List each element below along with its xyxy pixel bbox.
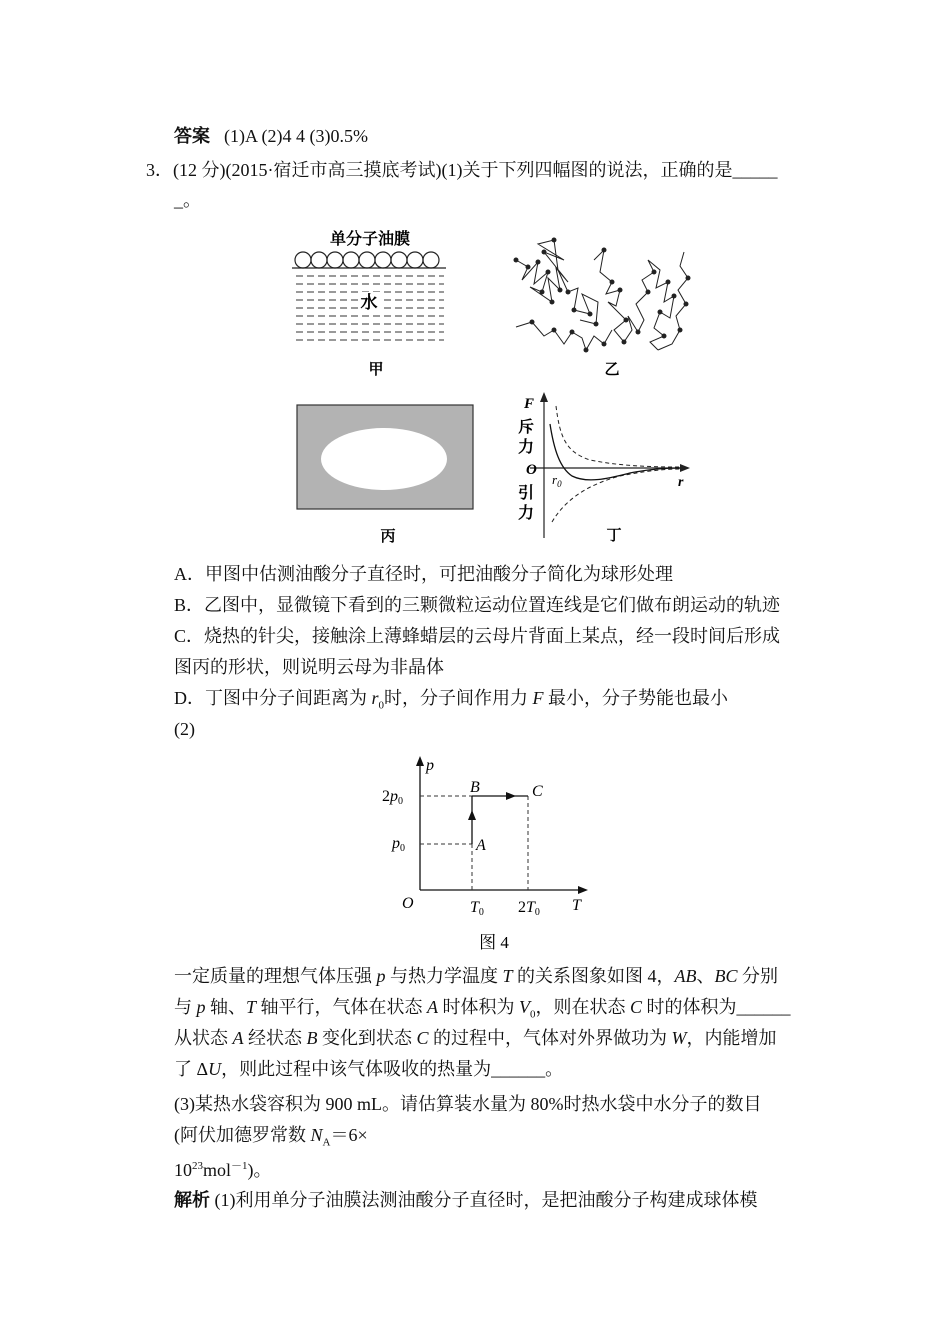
point-C-label: C — [532, 783, 543, 800]
part-2-label: (2) — [174, 719, 195, 739]
answer-label: 答案 — [174, 126, 210, 146]
ding-F-label: F — [524, 396, 535, 412]
oil-molecules — [295, 252, 439, 268]
option-d: D．丁图中分子间距离为 $r_0$时，分子间作用力 F 最小，分子势能也最小 — [174, 688, 729, 712]
part2-line2: 与 p 轴、T 轴平行，气体在状态 A 时体积为 $V_0$，则在状态 C 时的体积为______ — [174, 997, 791, 1021]
caption-yi: 乙 — [604, 362, 620, 378]
caption-ding: 丁 — [606, 528, 622, 544]
question-number: 3． — [146, 160, 173, 180]
part2-line3: 从状态 A 经状态 B 变化到状态 C 的过程中，气体对外界做功为 W，内能增加 — [174, 1028, 777, 1048]
attraction-char-2: 力 — [518, 505, 535, 522]
net-force-curve — [550, 424, 680, 480]
figure-jia — [286, 222, 456, 382]
ding-origin: O — [526, 462, 537, 478]
brownian-paths — [516, 240, 688, 350]
question-3-line2: _。 — [174, 190, 201, 210]
point-B-label: B — [470, 779, 480, 796]
question-3-line1 — [146, 158, 777, 182]
figure-yi — [508, 232, 698, 382]
caption-bing: 丙 — [380, 529, 396, 545]
fig4-2p0-label: 2p0 — [382, 788, 403, 807]
fig4-caption: 图 4 — [479, 933, 509, 952]
fig4-T0-label: T0 — [470, 899, 484, 918]
point-A-label: A — [476, 837, 486, 854]
brownian-points — [514, 238, 691, 353]
fig4-p-label: p — [426, 757, 434, 774]
figure-ding — [510, 388, 700, 548]
analysis-label: 解析 — [174, 1190, 210, 1210]
part3-line3: $10^{23}mol^{-1}$)。 — [174, 1160, 272, 1180]
fig4-origin: O — [402, 895, 414, 912]
fig4-2T0-label: 2T0 — [518, 899, 540, 918]
answer-line — [174, 124, 368, 148]
r0-label: $r_0$ — [552, 472, 562, 489]
answer-text: (1)A (2)4 4 (3)0.5% — [224, 126, 368, 146]
fig4-p0-label: p0 — [392, 835, 405, 854]
ding-r-label: r — [678, 475, 684, 490]
part3-line1: (3)某热水袋容积为 900 mL。请估算装水量为 80%时热水袋中水分子的数目 — [174, 1094, 762, 1114]
attraction-char-1: 引 — [518, 485, 535, 502]
oil-film-label: 单分子油膜 — [329, 231, 411, 248]
option-c-line1: C．烧热的针尖，接触涂上薄蜂蜡层的云母片背面上某点，经一段时间后形成 — [174, 626, 781, 646]
option-b: B．乙图中，显微镜下看到的三颗微粒运动位置连线是它们做布朗运动的轨迹 — [174, 595, 781, 615]
figure-bing — [296, 404, 480, 548]
part3-line2: (阿伏加德罗常数 $N_A=6\times$ — [174, 1125, 368, 1149]
repulsion-char-1: 斥 — [518, 419, 535, 436]
analysis-text: (1)利用单分子油膜法测油酸分子直径时，是把油酸分子构建成球体模 — [210, 1190, 758, 1210]
repulsion-char-2: 力 — [518, 439, 535, 456]
question-stem: (12 分)(2015·宿迁市高三摸底考试)(1)关于下列四幅图的说法，正确的是_____ — [173, 160, 778, 180]
part2-line1: 一定质量的理想气体压强 p 与热力学温度 T 的关系图象如图 4，AB、BC 分别 — [174, 966, 779, 986]
water-label: 水 — [360, 293, 378, 312]
caption-jia: 甲 — [368, 362, 384, 378]
fig4-guides — [420, 796, 528, 890]
analysis-line — [174, 1188, 758, 1212]
repulsion-curve — [556, 406, 680, 467]
option-c-line2: 图丙的形状，则说明云母为非晶体 — [174, 657, 444, 677]
figure-4 — [380, 750, 600, 960]
option-a: A．甲图中估测油酸分子直径时，可把油酸分子简化为球形处理 — [174, 564, 673, 584]
part2-line4: 了 ΔU，则此过程中该气体吸收的热量为______。 — [174, 1059, 564, 1079]
melted-wax-ellipse — [321, 428, 447, 490]
fig4-T-label: T — [572, 897, 581, 914]
